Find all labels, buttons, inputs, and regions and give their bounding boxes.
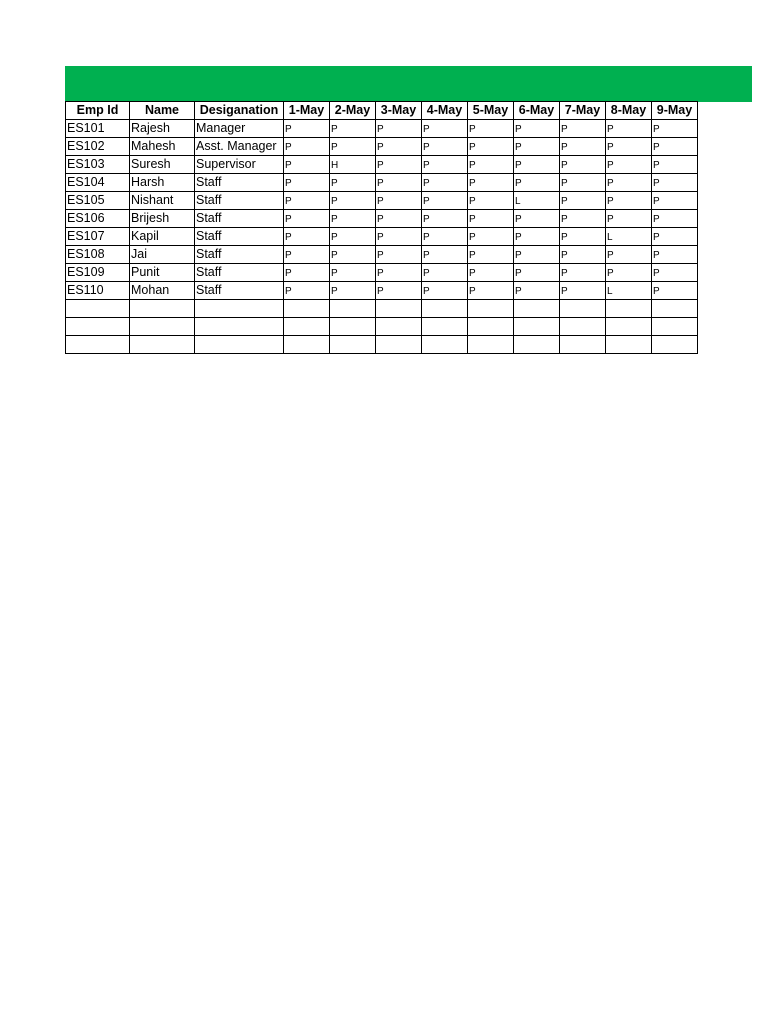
table-row [66,174,698,192]
column-header-day[interactable]: 2-May [330,102,376,120]
attendance-status-cell[interactable]: P [514,210,560,228]
attendance-status-cell[interactable]: P [560,246,606,264]
emp-id-cell[interactable]: ES110 [66,282,130,300]
empty-cell[interactable] [130,300,195,318]
attendance-status-cell[interactable]: P [284,264,330,282]
column-header-day[interactable]: 1-May [284,102,330,120]
attendance-status-cell[interactable]: L [606,228,652,246]
name-cell[interactable]: Jai [130,246,195,264]
attendance-status-cell[interactable]: P [652,282,698,300]
attendance-status-cell[interactable]: P [514,156,560,174]
attendance-status-cell[interactable]: P [422,282,468,300]
name-cell[interactable]: Punit [130,264,195,282]
empty-cell[interactable] [66,300,130,318]
attendance-status-cell[interactable]: L [514,192,560,210]
emp-id-cell[interactable]: ES109 [66,264,130,282]
empty-cell[interactable] [422,318,468,336]
table-row [66,228,698,246]
emp-id-cell[interactable]: ES107 [66,228,130,246]
attendance-status-cell[interactable]: P [514,228,560,246]
attendance-status-cell[interactable]: P [468,120,514,138]
empty-cell[interactable] [130,318,195,336]
attendance-status-cell[interactable]: P [376,138,422,156]
attendance-status-cell[interactable]: P [606,156,652,174]
name-cell[interactable]: Rajesh [130,120,195,138]
attendance-status-cell[interactable]: P [330,138,376,156]
emp-id-cell[interactable]: ES103 [66,156,130,174]
empty-cell[interactable] [652,318,698,336]
attendance-status-cell[interactable]: P [330,228,376,246]
empty-cell[interactable] [130,336,195,354]
empty-cell[interactable] [422,336,468,354]
column-header-name[interactable]: Name [130,102,195,120]
empty-cell[interactable] [195,336,284,354]
attendance-status-cell[interactable]: P [560,192,606,210]
attendance-status-cell[interactable]: P [330,282,376,300]
attendance-status-cell[interactable]: P [330,120,376,138]
attendance-status-cell[interactable]: P [284,156,330,174]
attendance-status-cell[interactable]: P [422,246,468,264]
table-row [66,120,698,138]
table-row [66,282,698,300]
attendance-status-cell[interactable]: P [468,264,514,282]
column-header-day[interactable]: 5-May [468,102,514,120]
empty-cell[interactable] [606,318,652,336]
attendance-status-cell[interactable]: P [284,192,330,210]
attendance-status-cell[interactable]: P [652,174,698,192]
attendance-status-cell[interactable]: P [560,210,606,228]
attendance-table [65,101,698,354]
attendance-status-cell[interactable]: P [560,156,606,174]
empty-cell[interactable] [514,336,560,354]
empty-cell[interactable] [560,336,606,354]
designation-cell[interactable]: Manager [195,120,284,138]
name-cell[interactable]: Mahesh [130,138,195,156]
table-row [66,156,698,174]
empty-row [66,336,698,354]
attendance-status-cell[interactable]: P [376,264,422,282]
attendance-status-cell[interactable]: P [606,120,652,138]
name-cell[interactable]: Brijesh [130,210,195,228]
empty-cell[interactable] [468,318,514,336]
attendance-status-cell[interactable]: P [560,282,606,300]
empty-cell[interactable] [514,300,560,318]
attendance-status-cell[interactable]: P [422,138,468,156]
empty-cell[interactable] [376,318,422,336]
attendance-status-cell[interactable]: P [652,138,698,156]
empty-cell[interactable] [652,336,698,354]
attendance-status-cell[interactable]: P [514,282,560,300]
table-row [66,192,698,210]
name-cell[interactable]: Nishant [130,192,195,210]
emp-id-cell[interactable]: ES101 [66,120,130,138]
attendance-status-cell[interactable]: P [652,120,698,138]
attendance-status-cell[interactable]: P [652,246,698,264]
name-cell[interactable]: Suresh [130,156,195,174]
attendance-status-cell[interactable]: P [330,246,376,264]
designation-cell[interactable]: Staff [195,228,284,246]
attendance-status-cell[interactable]: P [468,192,514,210]
column-header-day[interactable]: 3-May [376,102,422,120]
designation-cell[interactable]: Staff [195,246,284,264]
column-header-day[interactable]: 6-May [514,102,560,120]
header-row [66,102,698,120]
attendance-status-cell[interactable]: P [422,174,468,192]
name-cell[interactable]: Mohan [130,282,195,300]
empty-cell[interactable] [195,318,284,336]
attendance-status-cell[interactable]: P [468,210,514,228]
empty-cell[interactable] [284,318,330,336]
name-cell[interactable]: Harsh [130,174,195,192]
attendance-status-cell[interactable]: P [468,246,514,264]
attendance-status-cell[interactable]: P [284,210,330,228]
attendance-status-cell[interactable]: P [652,264,698,282]
attendance-status-cell[interactable]: P [376,246,422,264]
attendance-status-cell[interactable]: P [284,174,330,192]
attendance-status-cell[interactable]: P [330,210,376,228]
attendance-status-cell[interactable]: P [422,264,468,282]
designation-cell[interactable]: Asst. Manager [195,138,284,156]
emp-id-cell[interactable]: ES102 [66,138,130,156]
column-header-day[interactable]: 7-May [560,102,606,120]
empty-cell[interactable] [468,336,514,354]
attendance-status-cell[interactable]: P [376,174,422,192]
attendance-status-cell[interactable]: P [422,192,468,210]
empty-cell[interactable] [330,300,376,318]
designation-cell[interactable]: Staff [195,264,284,282]
emp-id-cell[interactable]: ES104 [66,174,130,192]
attendance-status-cell[interactable]: P [284,282,330,300]
column-header-day[interactable]: 8-May [606,102,652,120]
table-row [66,210,698,228]
empty-cell[interactable] [330,318,376,336]
column-header-designation[interactable]: Desiganation [195,102,284,120]
table-body [66,120,698,354]
attendance-status-cell[interactable]: P [376,120,422,138]
attendance-status-cell[interactable]: P [376,156,422,174]
emp-id-cell[interactable]: ES108 [66,246,130,264]
column-header-emp-id[interactable]: Emp Id [66,102,130,120]
name-cell[interactable]: Kapil [130,228,195,246]
attendance-status-cell[interactable]: P [560,264,606,282]
empty-cell[interactable] [652,300,698,318]
empty-cell[interactable] [376,300,422,318]
attendance-status-cell[interactable]: P [560,120,606,138]
attendance-status-cell[interactable]: P [560,228,606,246]
attendance-status-cell[interactable]: P [560,138,606,156]
empty-row [66,300,698,318]
attendance-status-cell[interactable]: P [468,228,514,246]
attendance-status-cell[interactable]: P [468,174,514,192]
attendance-status-cell[interactable]: H [330,156,376,174]
emp-id-cell[interactable]: ES105 [66,192,130,210]
table-row [66,264,698,282]
designation-cell[interactable]: Staff [195,192,284,210]
table-row [66,246,698,264]
attendance-status-cell[interactable]: P [514,246,560,264]
attendance-status-cell[interactable]: P [606,246,652,264]
empty-cell[interactable] [606,300,652,318]
empty-cell[interactable] [330,336,376,354]
table-row [66,138,698,156]
attendance-status-cell[interactable]: P [468,156,514,174]
attendance-status-cell[interactable]: P [606,174,652,192]
attendance-status-cell[interactable]: P [652,156,698,174]
attendance-status-cell[interactable]: P [376,192,422,210]
attendance-status-cell[interactable]: P [330,192,376,210]
attendance-status-cell[interactable]: P [560,174,606,192]
attendance-status-cell[interactable]: P [422,156,468,174]
attendance-status-cell[interactable]: P [284,138,330,156]
emp-id-cell[interactable]: ES106 [66,210,130,228]
empty-cell[interactable] [66,336,130,354]
attendance-status-cell[interactable]: P [514,264,560,282]
designation-cell[interactable]: Staff [195,174,284,192]
attendance-status-cell[interactable]: P [284,246,330,264]
empty-cell[interactable] [422,300,468,318]
attendance-status-cell[interactable]: P [652,228,698,246]
attendance-status-cell[interactable]: L [606,282,652,300]
empty-cell[interactable] [514,318,560,336]
empty-cell[interactable] [66,318,130,336]
attendance-status-cell[interactable]: P [468,282,514,300]
attendance-status-cell[interactable]: P [284,120,330,138]
attendance-status-cell[interactable]: P [422,120,468,138]
attendance-status-cell[interactable]: P [422,210,468,228]
column-header-day[interactable]: 9-May [652,102,698,120]
column-header-day[interactable]: 4-May [422,102,468,120]
empty-cell[interactable] [195,300,284,318]
designation-cell[interactable]: Staff [195,210,284,228]
attendance-status-cell[interactable]: P [514,120,560,138]
attendance-status-cell[interactable]: P [468,138,514,156]
empty-cell[interactable] [284,300,330,318]
attendance-status-cell[interactable]: P [606,210,652,228]
attendance-status-cell[interactable]: P [376,210,422,228]
empty-cell[interactable] [468,300,514,318]
attendance-status-cell[interactable]: P [652,210,698,228]
attendance-status-cell[interactable]: P [514,174,560,192]
empty-row [66,318,698,336]
attendance-status-cell[interactable]: P [376,228,422,246]
designation-cell[interactable]: Staff [195,282,284,300]
header-banner [65,66,752,102]
empty-cell[interactable] [560,318,606,336]
attendance-status-cell[interactable]: P [330,174,376,192]
attendance-status-cell[interactable]: P [422,228,468,246]
attendance-status-cell[interactable]: P [376,282,422,300]
empty-cell[interactable] [376,336,422,354]
attendance-status-cell[interactable]: P [606,264,652,282]
attendance-status-cell[interactable]: P [330,264,376,282]
empty-cell[interactable] [606,336,652,354]
attendance-status-cell[interactable]: P [606,138,652,156]
attendance-status-cell[interactable]: P [514,138,560,156]
empty-cell[interactable] [560,300,606,318]
designation-cell[interactable]: Supervisor [195,156,284,174]
attendance-status-cell[interactable]: P [284,228,330,246]
attendance-status-cell[interactable]: P [652,192,698,210]
attendance-status-cell[interactable]: P [606,192,652,210]
empty-cell[interactable] [284,336,330,354]
